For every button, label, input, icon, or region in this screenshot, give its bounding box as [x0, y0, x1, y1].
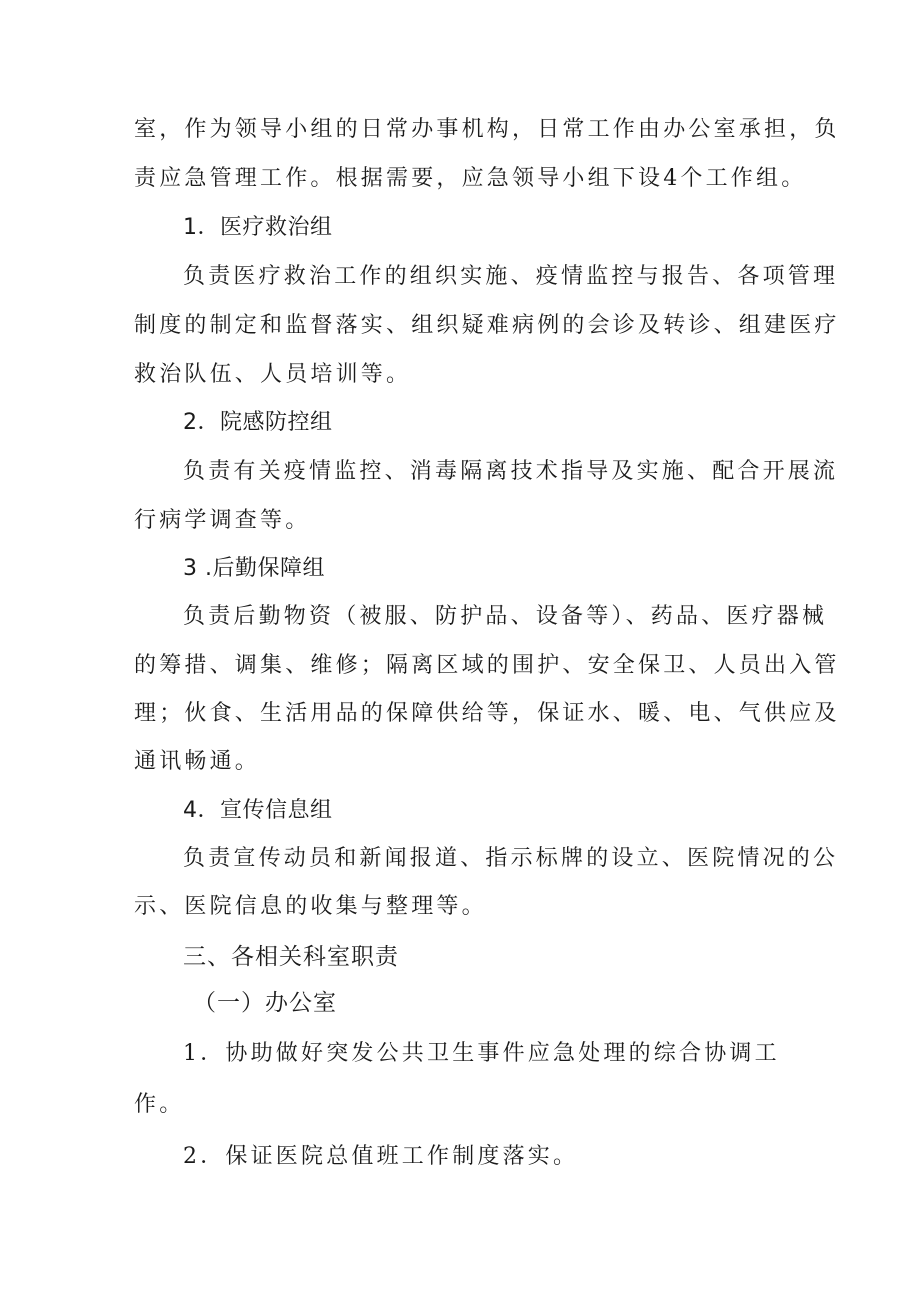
- paragraph-line: 责应急管理工作。根据需要，应急领导小组下设4个工作组。: [134, 166, 807, 191]
- paragraph-line: 的筹措、调集、维修；隔离区域的围护、安全保卫、人员出入管: [134, 653, 840, 678]
- heading-logistics-group: 3 .后勤保障组: [183, 556, 325, 581]
- paragraph-line: 行病学调查等。: [134, 508, 311, 533]
- subsection-heading-office: （一）办公室: [193, 990, 337, 1016]
- paragraph-line: 作。: [134, 1092, 185, 1117]
- paragraph-line: 1．协助做好突发公共卫生事件应急处理的综合协调工: [183, 1041, 780, 1066]
- paragraph-line: 负责医疗救治工作的组织实施、疫情监控与报告、各项管理: [183, 264, 839, 289]
- paragraph-line: 负责有关疫情监控、消毒隔离技术指导及实施、配合开展流: [183, 459, 839, 484]
- paragraph-line: 室，作为领导小组的日常办事机构，日常工作由办公室承担，负: [134, 117, 840, 142]
- paragraph-line: 理；伙食、生活用品的保障供给等，保证水、暖、电、气供应及: [134, 701, 840, 726]
- heading-infection-control-group: 2．院感防控组: [183, 410, 333, 435]
- paragraph-line: 负责宣传动员和新闻报道、指示标牌的设立、医院情况的公: [183, 846, 839, 871]
- paragraph-line: 通讯畅通。: [134, 749, 261, 774]
- heading-publicity-info-group: 4．宣传信息组: [183, 798, 333, 823]
- paragraph-line: 2．保证医院总值班工作制度落实。: [183, 1144, 579, 1169]
- heading-medical-treatment-group: 1．医疗救治组: [183, 215, 333, 240]
- paragraph-line: 负责后勤物资（被服、防护品、设备等）、药品、医疗器械: [183, 604, 828, 629]
- paragraph-line: 救治队伍、人员培训等。: [134, 362, 412, 387]
- section-heading-department-duties: 三、各相关科室职责: [183, 944, 399, 970]
- paragraph-line: 示、医院信息的收集与整理等。: [134, 894, 487, 919]
- paragraph-line: 制度的制定和监督落实、组织疑难病例的会诊及转诊、组建医疗: [134, 313, 840, 338]
